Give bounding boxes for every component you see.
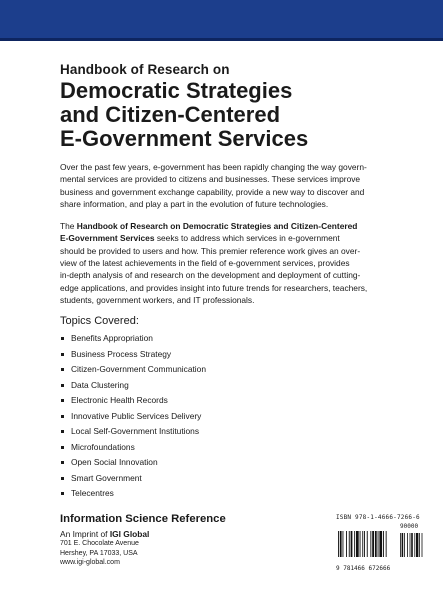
intro-paragraph — [60, 161, 390, 210]
publisher-name: Information Science Reference — [60, 513, 226, 525]
barcode-bar — [354, 531, 355, 557]
book-title — [60, 79, 390, 151]
back-cover-content — [60, 62, 390, 502]
bullet-icon — [61, 384, 64, 387]
bullet-icon — [61, 477, 64, 480]
description-line: should be provided to users and how. This premier reference work gives an over- — [60, 245, 361, 256]
barcode-bar — [367, 531, 368, 557]
bullet-icon — [61, 461, 64, 464]
bullet-icon — [61, 337, 64, 340]
barcode-bar — [349, 531, 350, 557]
isbn-barcode — [336, 514, 424, 572]
isbn-label: ISBN 978-1-4666-7266-6 — [336, 514, 420, 521]
header-band-rule — [0, 38, 443, 41]
barcode-bar — [360, 531, 361, 557]
barcode-bar — [356, 531, 359, 557]
barcode-bar — [346, 531, 347, 557]
description-paragraph — [60, 220, 390, 306]
barcode-bar — [351, 531, 353, 557]
description-text: seeks to address which services in e-government — [154, 233, 340, 244]
topic-item: Smart Government — [60, 471, 390, 487]
description-line — [60, 220, 390, 232]
topic-item: Data Clustering — [60, 378, 390, 394]
barcode-number: 9 781466 672666 — [336, 565, 391, 572]
book-title-line: E-Government Services — [60, 126, 309, 151]
bullet-icon — [61, 353, 64, 356]
barcode-addon-number: 90000 — [400, 523, 419, 530]
topic-item: Innovative Public Services Delivery — [60, 409, 390, 425]
imprint-name: IGI Global — [109, 529, 150, 539]
barcode-addon-bar — [414, 533, 415, 557]
barcode-bar — [386, 531, 387, 557]
barcode-addon-bar — [419, 533, 420, 557]
barcode-bar — [383, 531, 384, 557]
barcode-bar — [362, 531, 363, 557]
barcode-bars — [336, 523, 424, 565]
intro-line: share information, and play a part in the evolution of future technologies. — [60, 198, 329, 209]
barcode-addon-bar — [416, 533, 418, 557]
bullet-icon — [61, 446, 64, 449]
barcode-bar — [378, 531, 379, 557]
barcode-bar — [343, 531, 344, 557]
topic-item: Open Social Innovation — [60, 455, 390, 471]
bullet-icon — [61, 399, 64, 402]
barcode-bar — [372, 531, 374, 557]
address-line: Hershey, PA 17033, USA — [60, 549, 138, 557]
publisher-address — [60, 539, 280, 568]
publisher-website: www.igi-global.com — [60, 559, 120, 566]
barcode-addon-bar — [407, 533, 408, 557]
barcode-addon-bar — [400, 533, 401, 557]
barcode-bar — [364, 531, 365, 557]
description-line: in-depth analysis of and research on the development and deployment of cutting- — [60, 270, 361, 281]
barcode-bar — [375, 531, 377, 557]
description-line: students, government workers, and IT professionals. — [60, 294, 255, 305]
intro-line: mental services are provided to citizens and businesses. These services improve — [60, 174, 361, 185]
description-line: edge applications, and provides insight into future trends for researchers, teachers, — [60, 282, 368, 293]
barcode-addon-bar — [410, 533, 411, 557]
topic-item: Benefits Appropriation — [60, 331, 390, 347]
topic-item: Local Self-Government Institutions — [60, 424, 390, 440]
description-bold-title: Handbook of Research on Democratic Strategies and Citizen-Centered — [76, 221, 358, 232]
description-line — [60, 232, 390, 244]
bullet-icon — [61, 492, 64, 495]
barcode-bar — [370, 531, 371, 557]
topic-item: Business Process Strategy — [60, 347, 390, 363]
description-the: The — [60, 221, 77, 232]
barcode-addon-bar — [422, 533, 423, 557]
intro-line: business and government exchange capability, provide a new way to discover and — [60, 186, 365, 197]
topics-heading: Topics Covered: — [60, 315, 139, 328]
topics-list — [60, 331, 390, 502]
barcode-addon-bar — [404, 533, 405, 557]
description-bold-title: E-Government Services — [60, 233, 155, 244]
bullet-icon — [61, 368, 64, 371]
imprint-line — [60, 529, 280, 539]
address-line: 701 E. Chocolate Avenue — [60, 540, 139, 547]
barcode-bar — [379, 531, 382, 557]
intro-line: Over the past few years, e-government has been rapidly changing the way govern- — [60, 162, 367, 172]
book-pre-title: Handbook of Research on — [60, 62, 230, 77]
topic-item: Electronic Health Records — [60, 393, 390, 409]
barcode-bar — [338, 531, 339, 557]
book-title-line: Democratic Strategies — [60, 78, 293, 103]
topic-item: Citizen-Government Communication — [60, 362, 390, 378]
barcode-addon-bar — [411, 533, 413, 557]
topic-item: Telecentres — [60, 486, 390, 502]
header-color-band — [0, 0, 443, 38]
barcode-addon-bar — [402, 533, 404, 557]
bullet-icon — [61, 415, 64, 418]
description-line: view of the latest achievements in the field of e-government services, provides — [60, 258, 350, 269]
publisher-block — [60, 513, 280, 568]
bullet-icon — [61, 430, 64, 433]
imprint-prefix: An Imprint of — [60, 529, 110, 539]
topic-item: Microfoundations — [60, 440, 390, 456]
book-title-line: and Citizen-Centered — [60, 102, 281, 127]
barcode-bar — [340, 531, 342, 557]
